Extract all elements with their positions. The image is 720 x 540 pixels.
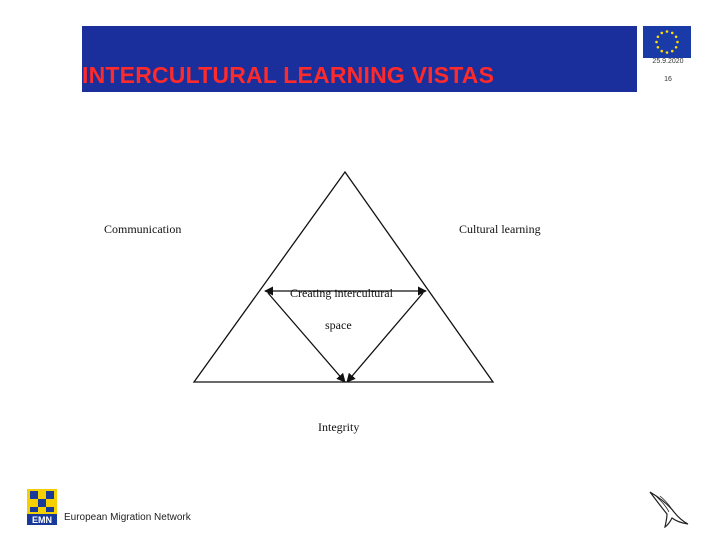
label-communication: Communication [104,222,182,236]
label-creating-intercultural: Creating intercultural [290,286,393,300]
emn-logo-text: EMN [32,515,52,525]
slide-title: INTERCULTURAL LEARNING VISTAS [82,62,495,88]
slide-date: 25.9.2020 [652,58,684,65]
label-space: space [325,318,352,332]
label-integrity: Integrity [318,420,360,434]
outer-triangle [194,172,493,382]
arrow-right-diagonal [347,293,423,382]
label-cultural-learning: Cultural learning [459,222,541,236]
arrow-left-diagonal [268,293,345,382]
bird-logo-icon [648,488,690,528]
footer-text: European Migration Network [64,512,191,523]
slide-number: 16 [664,76,672,83]
emn-logo-icon [27,489,57,525]
